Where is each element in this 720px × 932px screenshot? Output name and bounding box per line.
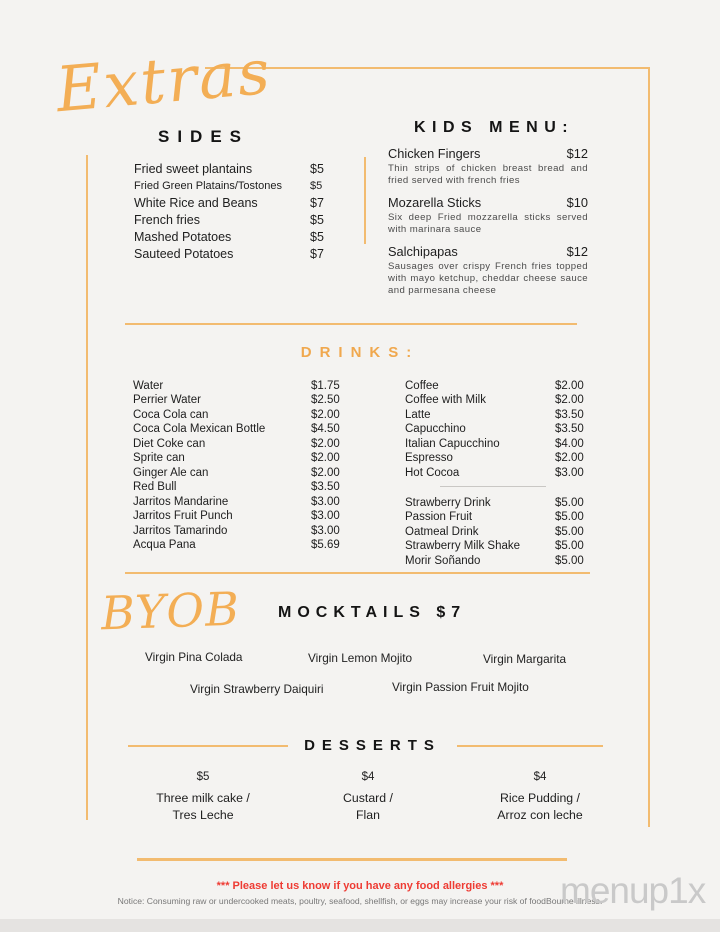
item-price: $2.00 — [555, 394, 584, 407]
item-price: $3.00 — [311, 495, 340, 508]
item-name: Mozarella Sticks — [388, 195, 482, 211]
item-price: $5.69 — [311, 538, 340, 551]
item-name-alt: Tres Leche — [172, 808, 234, 822]
item-name: Rice Pudding / — [500, 791, 580, 805]
item-price: $3.00 — [311, 524, 340, 537]
item-name: White Rice and Beans — [134, 195, 258, 210]
item-price: $2.00 — [311, 437, 340, 450]
menu-item-row — [405, 554, 591, 568]
menu-item-row — [134, 229, 349, 246]
item-price: $2.00 — [311, 452, 340, 465]
item-price: $3.50 — [555, 423, 584, 436]
menu-item-row — [133, 393, 345, 407]
footer-divider-line — [137, 858, 567, 861]
item-price: $2.00 — [555, 452, 584, 465]
menu-item-row — [133, 524, 345, 538]
item-price: $3.00 — [555, 466, 584, 479]
item-price: $5 — [310, 162, 324, 176]
byob-script-title: BYOB — [100, 581, 241, 641]
item-price: $7 — [310, 195, 324, 210]
kids-menu-item — [388, 146, 588, 186]
item-price: $2.00 — [311, 466, 340, 479]
menu-item-row — [133, 408, 345, 422]
item-name: Diet Coke can — [133, 437, 206, 450]
menu-item-row — [134, 161, 349, 178]
item-name: Three milk cake / — [156, 791, 250, 805]
item-name: Passion Fruit — [405, 511, 473, 524]
menu-item-row — [405, 451, 591, 465]
menu-item-row — [134, 195, 349, 212]
menu-item-row — [133, 509, 345, 523]
item-name: Sprite can — [133, 452, 185, 465]
menu-item-row — [133, 480, 345, 494]
sides-list — [134, 161, 349, 262]
menu-item-row — [133, 466, 345, 480]
drinks-column-divider-line — [440, 486, 546, 487]
menu-item-row — [405, 422, 591, 436]
kids-menu-title: KIDS MENU: — [414, 119, 575, 136]
item-name: Hot Cocoa — [405, 466, 460, 479]
menu-item-row — [133, 422, 345, 436]
item-price: $12 — [566, 244, 588, 260]
desserts-right-line — [457, 745, 603, 747]
item-price: $5.00 — [555, 497, 584, 509]
menu-item-row — [134, 212, 349, 229]
item-price: $3.50 — [311, 481, 340, 494]
menu-item-row — [134, 246, 349, 263]
drinks-bottom-divider-line — [125, 572, 590, 574]
item-price: $5.00 — [555, 511, 584, 524]
menu-item-row — [405, 437, 591, 451]
menu-item-row — [405, 393, 591, 407]
item-price: $5.00 — [555, 554, 584, 567]
menu-item-row — [133, 451, 345, 465]
frame-top-line — [205, 67, 649, 69]
item-name: Coffee with Milk — [405, 394, 486, 407]
mocktail-item: Virgin Lemon Mojito — [308, 651, 413, 665]
dessert-item — [128, 771, 278, 824]
item-price: $5 — [196, 771, 210, 783]
item-name: Latte — [405, 408, 431, 421]
item-name: Coca Cola Mexican Bottle — [133, 423, 266, 436]
item-name: Red Bull — [133, 481, 177, 494]
item-price: $5 — [310, 212, 324, 227]
item-name: Capucchino — [405, 423, 466, 436]
item-price: $10 — [566, 195, 588, 211]
kids-menu-item — [388, 195, 588, 235]
item-price: $5.00 — [555, 525, 584, 538]
item-name: Chicken Fingers — [388, 146, 481, 161]
item-name: Jarritos Mandarine — [133, 495, 229, 508]
item-name: Water — [133, 380, 164, 392]
item-price: $12 — [566, 146, 588, 161]
frame-left-line — [86, 155, 88, 820]
item-price: $2.00 — [311, 408, 340, 421]
drinks-title: DRINKS: — [300, 344, 420, 361]
item-name: Oatmeal Drink — [405, 525, 479, 538]
frame-right-line — [648, 67, 650, 827]
item-name: Custard / — [343, 791, 393, 805]
menu-item-row — [405, 379, 591, 393]
item-price: $4.00 — [555, 437, 584, 450]
menu-item-row — [405, 539, 591, 553]
mocktail-item: Virgin Passion Fruit Mojito — [392, 680, 529, 694]
menu-item-row — [133, 538, 345, 552]
drinks-left-column — [133, 379, 345, 552]
item-price: $5 — [310, 229, 324, 244]
menu-item-row — [405, 496, 591, 510]
extras-script-title: Extras — [53, 34, 275, 127]
item-name: French fries — [134, 212, 200, 227]
item-name: Fried sweet plantains — [134, 162, 253, 176]
mocktails-title: MOCKTAILS $7 — [278, 604, 467, 621]
sides-kids-divider-line — [364, 157, 366, 244]
mocktail-item: Virgin Strawberry Daiquiri — [190, 682, 324, 696]
item-price: $3.00 — [311, 510, 340, 523]
item-name: Espresso — [405, 452, 453, 465]
item-price: $1.75 — [311, 380, 340, 392]
desserts-left-line — [128, 745, 288, 747]
item-price: $5 — [310, 179, 323, 192]
desserts-title: DESSERTS — [304, 737, 441, 754]
item-description: Thin strips of chicken breast bread and fried served with french fries — [388, 163, 588, 186]
menu-item-row — [133, 437, 345, 451]
item-name: Fried Green Platains/Tostones — [134, 179, 282, 192]
drinks-top-divider-line — [125, 323, 577, 325]
item-name: Ginger Ale can — [133, 466, 209, 479]
item-name: Perrier Water — [133, 394, 201, 407]
item-name: Italian Capucchino — [405, 437, 500, 450]
item-name: Morir Soñando — [405, 554, 481, 567]
item-name: Jarritos Fruit Punch — [133, 510, 233, 523]
drinks-right-bottom-column — [405, 496, 591, 568]
drinks-right-top-column — [405, 379, 591, 480]
item-description: Six deep Fried mozzarella sticks served with marinara sauce — [388, 212, 588, 235]
sides-title: SIDES — [158, 127, 250, 146]
item-price: $2.00 — [555, 380, 584, 392]
bottom-edge-strip — [0, 919, 720, 932]
item-price: $4.50 — [311, 423, 340, 436]
menu-item-row — [405, 525, 591, 539]
item-name: Sauteed Potatoes — [134, 246, 234, 261]
menu-item-row — [134, 178, 349, 195]
menu-item-row — [133, 379, 345, 393]
item-name: Coffee — [405, 380, 439, 392]
item-price: $2.50 — [311, 394, 340, 407]
item-name: Mashed Potatoes — [134, 229, 232, 244]
menu-item-row — [405, 466, 591, 480]
item-name: Acqua Pana — [133, 538, 196, 551]
item-name: Strawberry Milk Shake — [405, 540, 521, 553]
item-price: $5.00 — [555, 540, 584, 553]
item-price: $7 — [310, 246, 324, 261]
allergy-warning-text: *** Please let us know if you have any food allergies *** — [216, 880, 504, 892]
menu-item-row — [405, 408, 591, 422]
item-name-alt: Flan — [356, 808, 380, 822]
item-price: $4 — [533, 771, 547, 783]
item-name-alt: Arroz con leche — [497, 808, 583, 822]
menu-item-row — [405, 510, 591, 524]
item-name: Salchipapas — [388, 244, 458, 260]
food-safety-notice-text: Notice: Consuming raw or undercooked meats, poultry, seafood, shellfish, or eggs may increase your risk of foodBourne illness. — [117, 896, 603, 906]
item-name: Coca Cola can — [133, 408, 209, 421]
item-price: $4 — [361, 771, 375, 783]
item-name: Jarritos Tamarindo — [133, 524, 228, 537]
item-description: Sausages over crispy French fries topped with mayo ketchup, cheddar cheese sauce and parmesana cheese — [388, 261, 588, 296]
dessert-item — [293, 771, 443, 824]
item-name: Strawberry Drink — [405, 497, 491, 509]
menupix-watermark: menup1x — [560, 870, 706, 911]
mocktail-item: Virgin Margarita — [483, 652, 567, 666]
dessert-item — [465, 771, 615, 824]
menu-item-row — [133, 495, 345, 509]
item-price: $3.50 — [555, 408, 584, 421]
kids-menu-list — [388, 146, 588, 305]
kids-menu-item — [388, 244, 588, 296]
mocktail-item: Virgin Pina Colada — [145, 650, 243, 664]
